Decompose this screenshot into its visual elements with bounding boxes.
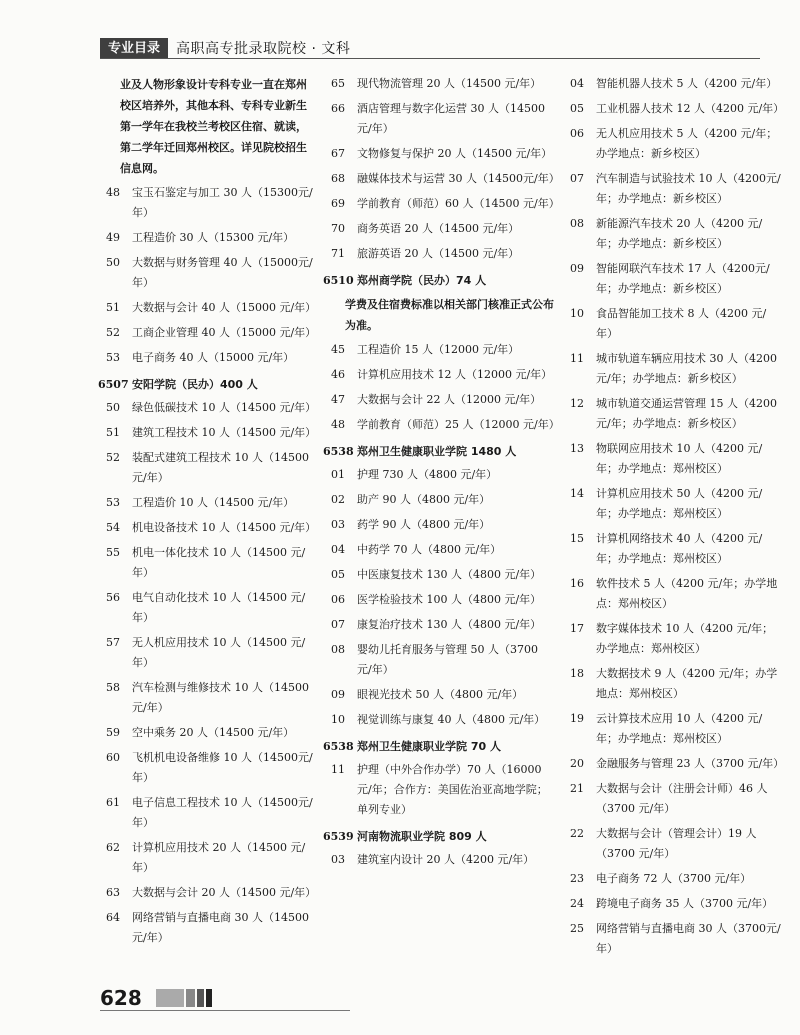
major-description: 工程造价 30 人（15300 元/年）	[132, 231, 295, 244]
major-code: 59	[106, 726, 120, 739]
major-description: 学前教育（师范）25 人（12000 元/年）	[357, 418, 560, 431]
major-list-item	[562, 709, 782, 749]
major-list-item	[98, 723, 316, 743]
footer-bar-decoration	[206, 989, 212, 1007]
school-heading	[323, 735, 556, 757]
major-code: 18	[570, 667, 584, 680]
major-description: 电子商务 40 人（15000 元/年）	[132, 351, 295, 364]
major-code: 69	[331, 197, 345, 210]
major-code: 48	[106, 186, 120, 199]
major-code: 09	[570, 262, 584, 275]
enrollment-note: 业及人物形象设计专科专业一直在郑州校区培养外，其他本科、专科专业新生第一学年在我校兰考校区住宿、就读，第二学年迁回郑州校区。详见院校招生信息网。	[120, 78, 307, 175]
major-description: 飞机机电设备维修 10 人（14500元/年）	[132, 751, 313, 784]
major-code: 51	[106, 301, 120, 314]
major-code: 57	[106, 636, 120, 649]
major-list-item	[323, 565, 556, 585]
major-code: 45	[331, 343, 345, 356]
major-description: 汽车检测与维修技术 10 人（14500元/年）	[132, 681, 309, 714]
major-code: 05	[570, 102, 584, 115]
major-description: 跨境电子商务 35 人（3700 元/年）	[596, 897, 774, 910]
major-code: 11	[331, 763, 345, 776]
major-code: 56	[106, 591, 120, 604]
major-code: 47	[331, 393, 345, 406]
major-list-item	[323, 615, 556, 635]
major-list-item	[562, 99, 785, 119]
major-list-item	[323, 169, 560, 189]
major-code: 08	[331, 643, 345, 656]
major-list-item	[323, 365, 556, 385]
major-code: 50	[106, 256, 120, 269]
major-code: 07	[331, 618, 345, 631]
major-list-item	[323, 540, 556, 560]
major-code: 11	[570, 352, 584, 365]
major-description: 护理 730 人（4800 元/年）	[357, 468, 498, 481]
major-description: 城市轨道车辆应用技术 30 人（4200 元/年；办学地点：新乡校区）	[596, 352, 777, 385]
major-description: 数字媒体技术 10 人（4200 元/年；办学地点：郑州校区）	[596, 622, 774, 655]
major-list-item	[323, 710, 556, 730]
school-code: 6538	[323, 740, 354, 753]
major-description: 眼视光技术 50 人（4800 元/年）	[357, 688, 524, 701]
major-description: 护理（中外合作办学）70 人（16000元/年；合作方：美国佐治亚高地学院；单列专业）	[357, 763, 548, 816]
major-description: 大数据与财务管理 40 人（15000元/年）	[132, 256, 313, 289]
major-code: 20	[570, 757, 584, 770]
footer-bar-decoration	[156, 989, 184, 1007]
major-description: 电气自动化技术 10 人（14500 元/年）	[132, 591, 306, 624]
major-list-item	[323, 515, 556, 535]
major-description: 金融服务与管理 23 人（3700 元/年）	[596, 757, 785, 770]
major-code: 60	[106, 751, 120, 764]
major-description: 助产 90 人（4800 元/年）	[357, 493, 491, 506]
major-list-item	[323, 465, 556, 485]
major-list-item	[98, 448, 316, 488]
major-code: 14	[570, 487, 584, 500]
enrollment-note: 学费及住宿费标准以相关部门核准正式公布为准。	[345, 298, 554, 332]
major-list-item	[98, 423, 316, 443]
major-description: 医学检验技术 100 人（4800 元/年）	[357, 593, 542, 606]
major-list-item	[98, 228, 316, 248]
major-list-item	[98, 323, 316, 343]
major-list-item	[98, 588, 316, 628]
major-list-item	[323, 760, 556, 820]
major-list-item	[323, 590, 556, 610]
major-description: 文物修复与保护 20 人（14500 元/年）	[357, 147, 553, 160]
major-code: 64	[106, 911, 120, 924]
major-code: 52	[106, 451, 120, 464]
major-description: 网络营销与直播电商 30 人（14500元/年）	[132, 911, 309, 944]
major-code: 70	[331, 222, 345, 235]
major-code: 02	[331, 493, 345, 506]
major-code: 03	[331, 853, 345, 866]
school-name: 郑州商学院（民办）74 人	[357, 274, 487, 287]
major-code: 66	[331, 102, 345, 115]
major-code: 19	[570, 712, 584, 725]
major-description: 现代物流管理 20 人（14500 元/年）	[357, 77, 542, 90]
major-list-item	[323, 390, 556, 410]
major-list-item	[98, 748, 316, 788]
major-description: 康复治疗技术 130 人（4800 元/年）	[357, 618, 542, 631]
major-list-item	[98, 348, 316, 368]
major-list-item	[98, 633, 316, 673]
major-code: 25	[570, 922, 584, 935]
major-description: 空中乘务 20 人（14500 元/年）	[132, 726, 295, 739]
major-code: 51	[106, 426, 120, 439]
major-description: 工程造价 10 人（14500 元/年）	[132, 496, 295, 509]
major-list-item	[562, 74, 782, 94]
major-code: 54	[106, 521, 120, 534]
major-list-item	[562, 214, 782, 254]
footer-bar-decoration	[197, 989, 204, 1007]
major-description: 建筑室内设计 20 人（4200 元/年）	[357, 853, 535, 866]
major-description: 网络营销与直播电商 30 人（3700元/年）	[596, 922, 781, 955]
major-description: 工业机器人技术 12 人（4200 元/年）	[596, 102, 785, 115]
page-footer	[100, 987, 214, 1009]
major-list-item	[562, 824, 782, 864]
major-description: 机电设备技术 10 人（14500 元/年）	[132, 521, 317, 534]
major-code: 46	[331, 368, 345, 381]
major-code: 58	[106, 681, 120, 694]
major-description: 新能源汽车技术 20 人（4200 元/年；办学地点：新乡校区）	[596, 217, 763, 250]
school-heading	[323, 269, 556, 291]
major-description: 大数据与会计 22 人（12000 元/年）	[357, 393, 542, 406]
major-description: 绿色低碳技术 10 人（14500 元/年）	[132, 401, 317, 414]
header-rule	[100, 58, 760, 59]
major-list-item	[562, 304, 782, 344]
major-description: 大数据与会计 40 人（15000 元/年）	[132, 301, 317, 314]
major-description: 中药学 70 人（4800 元/年）	[357, 543, 502, 556]
major-code: 22	[570, 827, 584, 840]
major-code: 50	[106, 401, 120, 414]
page-header	[100, 38, 350, 58]
major-description: 视觉训练与康复 40 人（4800 元/年）	[357, 713, 546, 726]
school-name: 郑州卫生健康职业学院 70 人	[357, 740, 501, 753]
major-list-item	[562, 394, 782, 434]
major-description: 大数据与会计（注册会计师）46 人（3700 元/年）	[596, 782, 768, 815]
major-code: 15	[570, 532, 584, 545]
major-list-item	[562, 664, 782, 704]
major-list-item	[323, 219, 556, 239]
school-code: 6539	[323, 830, 354, 843]
major-code: 06	[331, 593, 345, 606]
column-3	[562, 74, 785, 964]
school-heading	[323, 440, 556, 462]
major-description: 商务英语 20 人（14500 元/年）	[357, 222, 520, 235]
major-description: 无人机应用技术 10 人（14500 元/年）	[132, 636, 306, 669]
major-code: 53	[106, 351, 120, 364]
major-list-item	[98, 678, 316, 718]
major-list-item	[98, 183, 316, 223]
major-description: 食品智能加工技术 8 人（4200 元/年）	[596, 307, 767, 340]
major-description: 工商企业管理 40 人（15000 元/年）	[132, 326, 317, 339]
major-description: 城市轨道交通运营管理 15 人（4200 元/年；办学地点：新乡校区）	[596, 397, 777, 430]
major-list-item	[562, 349, 782, 389]
major-code: 10	[331, 713, 345, 726]
major-description: 药学 90 人（4800 元/年）	[357, 518, 491, 531]
major-description: 融媒体技术与运营 30 人（14500元/年）	[357, 172, 560, 185]
major-list-item	[98, 908, 316, 948]
major-list-item	[323, 144, 556, 164]
major-list-item	[562, 574, 782, 614]
major-code: 52	[106, 326, 120, 339]
major-code: 08	[570, 217, 584, 230]
major-code: 65	[331, 77, 345, 90]
major-description: 中医康复技术 130 人（4800 元/年）	[357, 568, 542, 581]
major-code: 23	[570, 872, 584, 885]
major-list-item	[562, 869, 782, 889]
major-code: 68	[331, 172, 345, 185]
major-code: 10	[570, 307, 584, 320]
major-list-item	[98, 883, 316, 903]
major-description: 物联网应用技术 10 人（4200 元/年；办学地点：郑州校区）	[596, 442, 763, 475]
major-list-item	[323, 99, 556, 139]
major-list-item	[562, 484, 782, 524]
school-name: 河南物流职业学院 809 人	[357, 830, 487, 843]
major-description: 学前教育（师范）60 人（14500 元/年）	[357, 197, 560, 210]
major-code: 12	[570, 397, 584, 410]
major-description: 云计算技术应用 10 人（4200 元/年；办学地点：郑州校区）	[596, 712, 763, 745]
major-description: 智能网联汽车技术 17 人（4200元/年；办学地点：新乡校区）	[596, 262, 770, 295]
major-code: 24	[570, 897, 584, 910]
major-code: 48	[331, 418, 345, 431]
major-list-item	[562, 894, 782, 914]
major-list-item	[562, 124, 782, 164]
major-list-item	[562, 259, 782, 299]
major-code: 16	[570, 577, 584, 590]
major-list-item	[98, 398, 316, 418]
column-1	[98, 74, 316, 953]
major-code: 09	[331, 688, 345, 701]
major-code: 03	[331, 518, 345, 531]
major-list-item	[562, 779, 782, 819]
major-description: 计算机应用技术 12 人（12000 元/年）	[357, 368, 553, 381]
major-code: 67	[331, 147, 345, 160]
major-description: 电子信息工程技术 10 人（14500元/年）	[132, 796, 313, 829]
major-list-item	[323, 490, 556, 510]
major-description: 大数据与会计 20 人（14500 元/年）	[132, 886, 317, 899]
section-tag: 专业目录	[100, 38, 168, 58]
major-list-item	[562, 529, 782, 569]
major-code: 71	[331, 247, 345, 260]
major-description: 计算机应用技术 20 人（14500 元/年）	[132, 841, 306, 874]
major-list-item	[98, 793, 316, 833]
major-description: 电子商务 72 人（3700 元/年）	[596, 872, 752, 885]
major-code: 04	[331, 543, 345, 556]
major-list-item	[323, 194, 560, 214]
major-code: 17	[570, 622, 584, 635]
school-heading	[323, 825, 556, 847]
major-list-item	[98, 838, 316, 878]
major-code: 13	[570, 442, 584, 455]
major-description: 宝玉石鉴定与加工 30 人（15300元/年）	[132, 186, 313, 219]
major-list-item	[562, 439, 782, 479]
major-list-item	[562, 919, 782, 959]
major-list-item	[98, 298, 316, 318]
major-code: 63	[106, 886, 120, 899]
major-list-item	[98, 518, 316, 538]
footer-bar-decoration	[186, 989, 195, 1007]
major-list-item	[323, 74, 556, 94]
major-list-item	[562, 754, 785, 774]
major-list-item	[98, 543, 316, 583]
major-list-item	[323, 640, 556, 680]
major-description: 装配式建筑工程技术 10 人（14500元/年）	[132, 451, 309, 484]
school-code: 6507	[98, 378, 129, 391]
major-list-item	[323, 415, 560, 435]
major-description: 工程造价 15 人（12000 元/年）	[357, 343, 520, 356]
major-list-item	[323, 685, 556, 705]
major-code: 62	[106, 841, 120, 854]
school-heading	[98, 373, 316, 395]
major-description: 无人机应用技术 5 人（4200 元/年；办学地点：新乡校区）	[596, 127, 778, 160]
page-number: 628	[100, 986, 142, 1010]
major-code: 49	[106, 231, 120, 244]
school-code: 6538	[323, 445, 354, 458]
major-description: 智能机器人技术 5 人（4200 元/年）	[596, 77, 778, 90]
major-description: 汽车制造与试验技术 10 人（4200元/年；办学地点：新乡校区）	[596, 172, 781, 205]
major-list-item	[562, 169, 782, 209]
major-description: 婴幼儿托育服务与管理 50 人（3700 元/年）	[357, 643, 538, 676]
major-list-item	[98, 493, 316, 513]
major-list-item	[98, 253, 316, 293]
major-code: 21	[570, 782, 584, 795]
major-code: 55	[106, 546, 120, 559]
school-name: 安阳学院（民办）400 人	[132, 378, 258, 391]
major-description: 机电一体化技术 10 人（14500 元/年）	[132, 546, 306, 579]
major-code: 04	[570, 77, 584, 90]
major-description: 旅游英语 20 人（14500 元/年）	[357, 247, 520, 260]
major-description: 酒店管理与数字化运营 30 人（14500 元/年）	[357, 102, 545, 135]
footer-rule	[100, 1010, 350, 1011]
major-code: 05	[331, 568, 345, 581]
major-code: 06	[570, 127, 584, 140]
school-name: 郑州卫生健康职业学院 1480 人	[357, 445, 517, 458]
major-code: 53	[106, 496, 120, 509]
major-list-item	[323, 244, 556, 264]
major-list-item	[323, 340, 556, 360]
major-code: 07	[570, 172, 584, 185]
major-description: 建筑工程技术 10 人（14500 元/年）	[132, 426, 317, 439]
major-code: 61	[106, 796, 120, 809]
major-description: 大数据技术 9 人（4200 元/年；办学地点：郑州校区）	[596, 667, 778, 700]
major-description: 计算机网络技术 40 人（4200 元/年；办学地点：郑州校区）	[596, 532, 763, 565]
major-description: 软件技术 5 人（4200 元/年；办学地点：郑州校区）	[596, 577, 778, 610]
major-list-item	[562, 619, 782, 659]
major-list-item	[323, 850, 556, 870]
page-title: 高职高专批录取院校 · 文科	[176, 41, 351, 57]
major-description: 大数据与会计（管理会计）19 人（3700 元/年）	[596, 827, 757, 860]
column-2	[323, 74, 560, 875]
school-code: 6510	[323, 274, 354, 287]
major-description: 计算机应用技术 50 人（4200 元/年；办学地点：郑州校区）	[596, 487, 763, 520]
major-code: 01	[331, 468, 345, 481]
